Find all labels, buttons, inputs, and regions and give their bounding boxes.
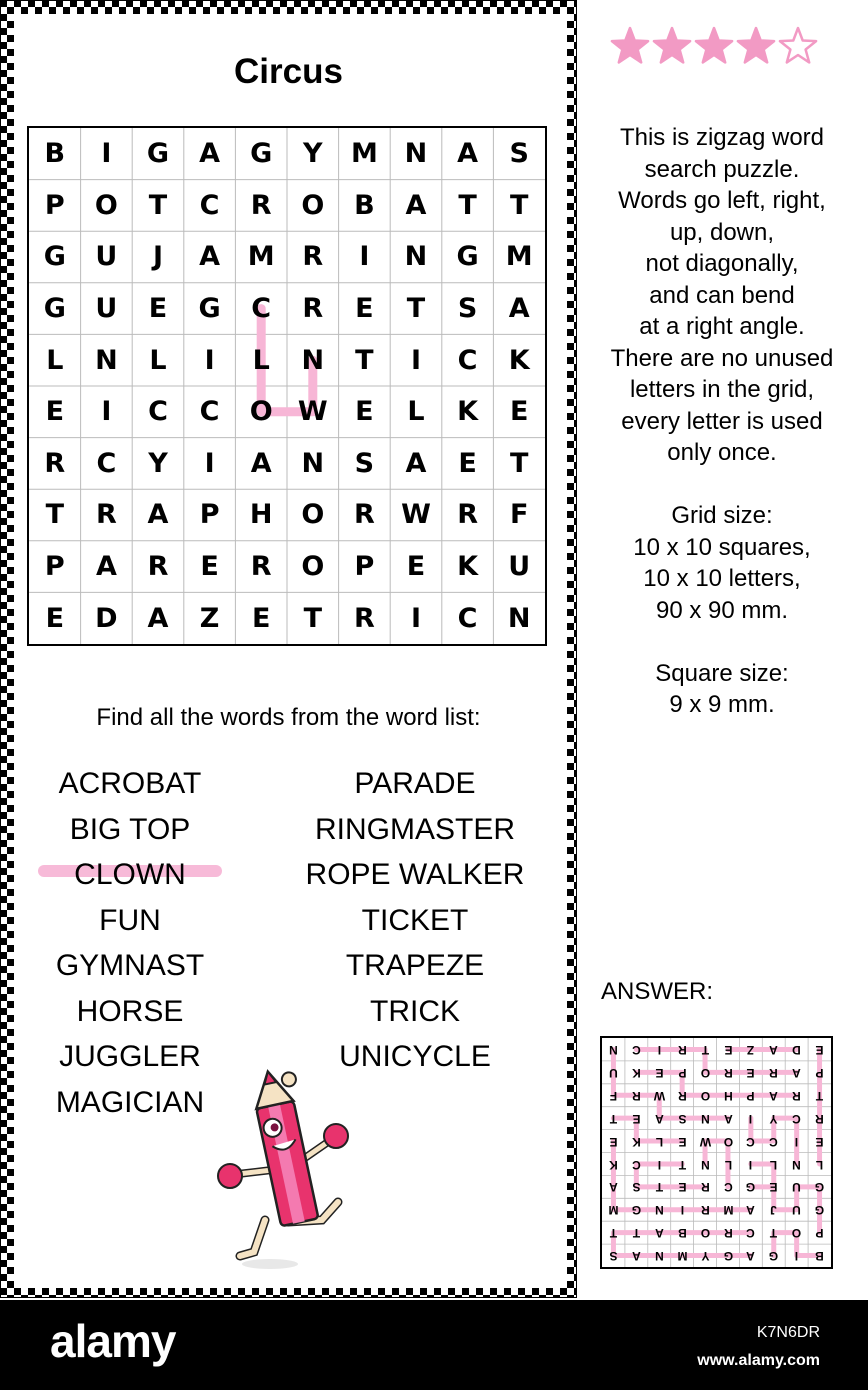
answer-cell: E (815, 1134, 824, 1149)
answer-cell: E (655, 1065, 664, 1080)
word-list-item: PARADE (354, 767, 476, 800)
word-search-grid[interactable] (27, 126, 547, 646)
answer-cell: N (700, 1111, 710, 1126)
answer-cell: L (655, 1134, 663, 1149)
grid-cell[interactable]: R (302, 293, 324, 325)
answer-cell: R (723, 1225, 733, 1240)
star-filled-icon (738, 28, 774, 62)
answer-cell: I (794, 1248, 799, 1263)
answer-cell: R (815, 1111, 824, 1126)
description-line: only once. (667, 439, 777, 466)
answer-cell: U (792, 1179, 801, 1194)
answer-cell: L (724, 1156, 732, 1171)
answer-cell: T (609, 1225, 618, 1240)
image-id: K7N6DR (756, 1324, 820, 1341)
answer-cell: E (769, 1179, 778, 1194)
description-line: up, down, (669, 218, 775, 246)
grid-cell[interactable]: C (96, 447, 117, 479)
description-line: search puzzle. (644, 155, 800, 183)
description-line: Words go left, right, (618, 187, 826, 214)
answer-cell: T (655, 1179, 663, 1194)
answer-cell: G (814, 1202, 825, 1217)
grid-cell[interactable]: I (410, 602, 421, 634)
answer-cell: M (722, 1202, 733, 1217)
word-list-item: BIG TOP (69, 812, 191, 846)
answer-cell: B (815, 1248, 824, 1263)
answer-cell: G (814, 1179, 825, 1194)
grid-cell[interactable]: T (303, 602, 322, 634)
grid-cell[interactable]: S (354, 447, 375, 479)
grid-cell[interactable]: L (46, 344, 64, 376)
answer-cell: K (609, 1156, 618, 1171)
description-line: Square size: (655, 659, 789, 687)
description-line: 90 x 90 mm. (655, 596, 789, 624)
grid-cell[interactable]: A (250, 447, 272, 479)
answer-cell: D (792, 1042, 801, 1057)
grid-cell[interactable]: I (410, 344, 421, 376)
answer-cell: O (723, 1134, 733, 1149)
answer-cell: R (723, 1065, 733, 1080)
grid-cell[interactable]: G (198, 293, 221, 325)
grid-cell[interactable]: Y (303, 138, 323, 170)
grid-cell[interactable]: U (508, 551, 531, 583)
watermark-logo: alamy (50, 1315, 176, 1367)
grid-cell[interactable]: A (457, 138, 479, 170)
grid-cell[interactable]: W (401, 499, 431, 531)
answer-cell: A (792, 1065, 801, 1080)
word-list-item: ACROBAT (58, 767, 202, 800)
word-list-item: TICKET (361, 903, 469, 937)
answer-cell: E (723, 1042, 732, 1057)
grid-cell[interactable]: S (457, 293, 478, 325)
answer-cell: T (770, 1225, 778, 1240)
answer-cell: U (609, 1065, 618, 1080)
grid-cell[interactable]: G (146, 138, 170, 170)
answer-cell: E (678, 1179, 687, 1194)
grid-cell[interactable]: O (301, 551, 325, 583)
star-filled-icon (696, 28, 732, 62)
answer-cell: N (654, 1202, 664, 1217)
answer-cell: W (699, 1134, 711, 1149)
grid-cell[interactable]: A (405, 447, 427, 479)
grid-cell[interactable]: I (204, 344, 215, 376)
grid-cell[interactable]: C (199, 189, 220, 221)
answer-cell: R (792, 1088, 801, 1103)
grid-cell[interactable]: T (406, 293, 426, 325)
puzzle-title: Circus (234, 52, 343, 91)
grid-cell[interactable]: E (251, 602, 271, 634)
grid-cell[interactable]: A (508, 293, 530, 325)
description-line: Grid size: (671, 502, 773, 529)
puzzle-description (586, 122, 858, 721)
grid-cell[interactable]: L (407, 396, 425, 428)
answer-cell: R (677, 1088, 687, 1103)
grid-cell[interactable]: P (44, 189, 65, 221)
grid-cell[interactable]: A (95, 551, 117, 583)
instruction-text: Find all the words from the word list: (96, 704, 481, 731)
grid-cell[interactable]: U (95, 241, 118, 273)
grid-cell[interactable]: G (250, 138, 273, 170)
watermark-site: www.alamy.com (697, 1352, 820, 1369)
grid-cell[interactable]: N (301, 344, 325, 376)
description-line: not diagonally, (645, 250, 799, 277)
grid-cell[interactable]: N (404, 138, 428, 170)
answer-cell: O (700, 1065, 710, 1080)
answer-cell: P (815, 1225, 824, 1240)
grid-cell[interactable]: K (457, 396, 479, 428)
answer-cell: S (678, 1111, 687, 1126)
answer-cell: A (632, 1248, 641, 1263)
answer-cell: T (609, 1111, 618, 1126)
grid-cell[interactable]: C (148, 396, 168, 428)
grid-cell[interactable]: A (199, 138, 221, 170)
answer-cell: C (769, 1134, 779, 1149)
grid-cell[interactable]: O (249, 396, 273, 428)
word-list-item: JUGGLER (59, 1040, 201, 1073)
answer-cell: E (815, 1042, 824, 1057)
answer-cell: Y (769, 1111, 778, 1126)
answer-cell: F (609, 1088, 618, 1103)
answer-cell: A (769, 1088, 779, 1103)
grid-cell[interactable]: R (250, 551, 272, 583)
grid-cell[interactable]: R (147, 551, 169, 583)
star-filled-icon (654, 28, 690, 62)
answer-cell: G (746, 1179, 756, 1194)
description-line (586, 469, 858, 501)
grid-cell[interactable]: G (43, 241, 66, 273)
answer-cell: T (815, 1088, 824, 1103)
answer-label: ANSWER: (601, 978, 714, 1005)
grid-cell[interactable]: C (457, 602, 478, 634)
answer-cell: I (749, 1156, 753, 1171)
answer-cell: A (609, 1179, 618, 1194)
grid-cell[interactable]: M (350, 138, 378, 170)
word-list-item: TRICK (370, 994, 460, 1028)
grid-cell[interactable]: A (147, 602, 169, 634)
description-line (586, 626, 858, 658)
answer-cell: R (769, 1065, 779, 1080)
answer-cell: O (700, 1225, 710, 1240)
grid-cell[interactable]: O (301, 499, 325, 531)
answer-cell: R (632, 1088, 641, 1103)
answer-cell: M (677, 1248, 688, 1263)
grid-cell[interactable]: E (509, 396, 529, 428)
grid-cell[interactable]: P (199, 499, 220, 531)
difficulty-rating (610, 24, 822, 73)
answer-cell: A (769, 1042, 779, 1057)
answer-cell: L (770, 1156, 778, 1171)
pencil-mascot-illustration (210, 1052, 360, 1277)
grid-cell[interactable]: H (249, 499, 273, 531)
answer-cell: P (746, 1088, 755, 1103)
answer-cell: C (723, 1179, 733, 1194)
answer-cell: O (700, 1088, 710, 1103)
answer-cell: A (746, 1202, 756, 1217)
word-list-item: UNICYCLE (339, 1040, 491, 1073)
grid-cell[interactable]: K (457, 551, 479, 583)
grid-cell[interactable]: I (101, 138, 112, 170)
grid-cell[interactable]: Z (199, 602, 220, 634)
answer-cell: C (746, 1225, 756, 1240)
grid-cell[interactable]: C (199, 396, 220, 428)
grid-cell[interactable]: D (95, 602, 118, 634)
grid-cell[interactable]: T (355, 344, 374, 376)
answer-cell: C (632, 1042, 641, 1057)
grid-cell[interactable]: N (95, 344, 118, 376)
grid-cell[interactable]: E (355, 396, 374, 428)
answer-cell: Y (701, 1248, 710, 1263)
description-line: letters in the grid, (629, 376, 815, 403)
answer-cell: G (769, 1248, 779, 1263)
answer-cell: B (677, 1225, 687, 1240)
grid-cell[interactable]: P (354, 551, 375, 583)
answer-cell: L (815, 1156, 824, 1171)
answer-cell: P (678, 1065, 687, 1080)
grid-cell[interactable]: P (44, 551, 65, 583)
answer-cell: A (746, 1248, 756, 1263)
answer-cell: T (678, 1156, 686, 1171)
answer-cell: K (632, 1134, 641, 1149)
description-line: at a right angle. (639, 313, 805, 340)
grid-cell[interactable]: C (457, 344, 478, 376)
grid-cell[interactable]: O (301, 189, 325, 221)
grid-cell[interactable]: W (297, 396, 328, 428)
answer-cell: N (700, 1156, 710, 1171)
answer-cell: R (677, 1042, 687, 1057)
star-filled-icon (612, 28, 648, 62)
word-list-item: HORSE (76, 994, 184, 1028)
grid-cell[interactable]: I (101, 396, 112, 428)
grid-cell[interactable]: C (251, 293, 272, 325)
watermark-bar (0, 1300, 868, 1390)
answer-cell: N (609, 1042, 618, 1057)
answer-cell: H (723, 1088, 733, 1103)
description-line: 10 x 10 squares, (633, 533, 811, 561)
word-list-item: CLOWN (74, 858, 186, 891)
answer-cell: A (723, 1111, 733, 1126)
answer-cell: P (815, 1065, 824, 1080)
grid-cell[interactable]: J (152, 241, 163, 273)
answer-cell: I (680, 1202, 684, 1217)
grid-cell[interactable]: N (404, 241, 428, 273)
grid-cell[interactable]: A (405, 189, 427, 221)
grid-cell[interactable]: L (252, 344, 270, 376)
answer-cell: M (608, 1202, 619, 1217)
grid-cell[interactable]: R (95, 499, 117, 531)
grid-cell[interactable]: T (509, 447, 529, 479)
grid-cell[interactable]: R (457, 499, 478, 531)
description-line: every letter is used (621, 407, 823, 435)
description-line: This is zigzag word (619, 124, 825, 151)
grid-cell[interactable]: T (45, 499, 64, 531)
grid-cell[interactable]: E (45, 602, 65, 634)
description-line: and can bend (649, 281, 795, 309)
answer-cell: C (792, 1111, 801, 1126)
answer-cell: G (723, 1248, 733, 1263)
grid-cell[interactable]: E (406, 551, 426, 583)
grid-cell[interactable]: E (148, 293, 168, 325)
grid-cell[interactable]: K (508, 344, 530, 376)
grid-cell[interactable]: E (45, 396, 65, 428)
description-line: There are no unused (610, 344, 834, 372)
word-list-item: GYMNAST (55, 949, 205, 982)
word-list-item: TRAPEZE (345, 949, 485, 982)
answer-cell: R (700, 1179, 710, 1194)
grid-cell[interactable]: R (44, 447, 66, 479)
description-line: 10 x 10 letters, (643, 565, 801, 592)
answer-cell: N (792, 1156, 801, 1171)
answer-cell: Z (747, 1042, 755, 1057)
answer-cell: O (791, 1225, 802, 1240)
answer-cell: R (700, 1202, 710, 1217)
grid-cell[interactable]: T (458, 189, 477, 221)
grid-cell[interactable]: E (355, 293, 374, 325)
answer-cell: E (678, 1134, 687, 1149)
grid-cell[interactable]: R (353, 499, 375, 531)
answer-cell: E (632, 1111, 641, 1126)
word-list-item: ROPE WALKER (305, 858, 525, 891)
answer-cell: C (632, 1156, 641, 1171)
answer-cell: I (657, 1156, 661, 1171)
answer-cell: E (609, 1134, 618, 1149)
grid-cell[interactable]: E (200, 551, 219, 583)
answer-cell: S (609, 1248, 618, 1263)
grid-cell[interactable]: A (199, 241, 221, 273)
answer-cell: N (654, 1248, 664, 1263)
word-list-item: RINGMASTER (314, 812, 515, 846)
answer-cell: T (701, 1042, 709, 1057)
grid-cell[interactable]: R (250, 189, 272, 221)
answer-cell: W (653, 1088, 665, 1103)
grid-cell[interactable]: B (44, 138, 66, 170)
grid-cell[interactable]: F (509, 499, 529, 531)
grid-cell[interactable]: E (458, 447, 477, 479)
grid-cell[interactable]: I (204, 447, 215, 479)
grid-cell[interactable]: U (95, 293, 118, 325)
answer-cell: J (770, 1202, 778, 1217)
grid-cell[interactable]: S (509, 138, 529, 170)
grid-cell[interactable]: T (509, 189, 529, 221)
grid-cell[interactable]: N (301, 447, 325, 479)
grid-cell[interactable]: G (456, 241, 479, 273)
grid-cell[interactable]: R (302, 241, 324, 273)
answer-cell: E (746, 1065, 755, 1080)
grid-cell[interactable]: M (505, 241, 533, 273)
answer-cell: A (654, 1111, 664, 1126)
answer-cell: T (632, 1225, 641, 1240)
answer-cell: I (657, 1042, 661, 1057)
grid-cell[interactable]: L (149, 344, 167, 376)
grid-cell[interactable]: I (359, 241, 370, 273)
answer-cell: I (794, 1134, 799, 1149)
grid-cell[interactable]: Y (148, 447, 168, 479)
grid-cell[interactable]: N (507, 602, 531, 634)
star-empty-icon (780, 28, 816, 62)
grid-cell[interactable]: G (43, 293, 66, 325)
grid-cell[interactable]: T (148, 189, 168, 221)
answer-cell: A (654, 1225, 664, 1240)
word-list-item: FUN (99, 903, 161, 937)
answer-key-grid (600, 1036, 833, 1269)
answer-cell: C (746, 1134, 756, 1149)
grid-cell[interactable]: A (147, 499, 169, 531)
grid-cell[interactable]: M (247, 241, 275, 273)
grid-cell[interactable]: R (353, 602, 375, 634)
word-list-item: MAGICIAN (55, 1085, 205, 1119)
answer-cell: S (632, 1179, 641, 1194)
answer-cell: U (792, 1202, 801, 1217)
grid-cell[interactable]: O (94, 189, 118, 221)
answer-cell: K (632, 1065, 641, 1080)
description-line: 9 x 9 mm. (669, 691, 775, 718)
grid-cell[interactable]: B (354, 189, 375, 221)
answer-cell: G (631, 1202, 642, 1217)
answer-cell: I (749, 1111, 753, 1126)
